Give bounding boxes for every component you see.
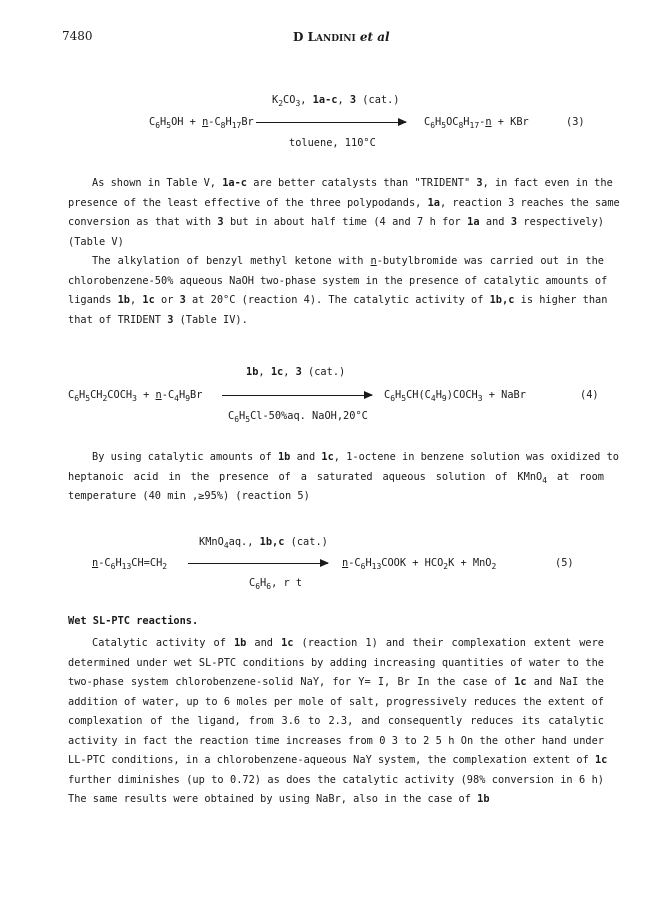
paragraph-1 bbox=[68, 174, 620, 252]
paragraph-line: complexation of the ligand, from 3.6 to 2.3, and consequently reduces its catalytic bbox=[68, 715, 604, 727]
paragraph-line: (Table V) bbox=[68, 235, 124, 248]
paragraph-line: heptanoic acid in the presence of a saturated aqueous solution of KMnO$_4$ at room bbox=[68, 470, 604, 485]
reaction-5-products: $n-C_6H_{13}COOK + HCO_2K + MnO_2$ bbox=[342, 557, 497, 571]
reaction-4-conditions-below: $C_6H_5Cl-50\%aq$. NaOH,20°C bbox=[228, 410, 368, 424]
paragraph-line: By using catalytic amounts of 1b and 1c, 1-octene in benzene solution was oxidized to bbox=[92, 451, 619, 463]
reaction-5-arrow bbox=[188, 563, 328, 564]
reaction-4-products: $C_6H_5CH(C_4H_9)COCH_3$ + NaBr bbox=[384, 389, 526, 403]
reaction-4-number: (4) bbox=[580, 389, 599, 401]
reaction-3-conditions-above: $K_2CO_3$, 1a-c, 3 (cat.) bbox=[272, 94, 400, 108]
paragraph-line: LL-PTC conditions, in a chlorobenzene-aqueous NaY system, the complexation extent of 1c bbox=[68, 754, 608, 766]
reaction-3-arrow bbox=[256, 122, 406, 123]
reaction-4-arrow bbox=[222, 395, 372, 396]
paragraph-line: chlorobenzene-50% aqueous NaOH two-phase system in the presence of catalytic amounts of bbox=[68, 274, 608, 287]
paragraph-line: The alkylation of benzyl methyl ketone with n-butylbromide was carried out in the bbox=[92, 255, 604, 267]
paragraph-4 bbox=[68, 634, 608, 810]
reaction-5-number: (5) bbox=[555, 557, 574, 569]
paragraph-line: presence of the least effective of the three polypodands, 1a, reaction 3 reaches the same bbox=[68, 196, 620, 209]
paragraph-line: Catalytic activity of 1b and 1c (reaction 1) and their complexation extent were bbox=[92, 637, 604, 649]
running-header-authors: D LANDINI et al bbox=[293, 30, 390, 44]
paragraph-line: activity in fact the reaction time increases from 0 3 to 2 5 h On the other hand under bbox=[68, 734, 604, 747]
paragraph-line: determined under wet SL-PTC conditions by adding increasing quantities of water to the bbox=[68, 656, 604, 669]
reaction-5-conditions-below: $C_6H_6$, r t bbox=[249, 577, 303, 591]
reaction-4-reactants: $C_6H_5CH_2COCH_3 + n-C_4H_9Br$ bbox=[68, 389, 203, 403]
reaction-3-conditions-below: toluene, 110°C bbox=[289, 137, 376, 149]
paragraph-line: temperature (40 min ,≥95%) (reaction 5) bbox=[68, 490, 310, 502]
reaction-3-reactants: $C_6H_5OH + n-C_8H_{17}Br$ bbox=[149, 116, 254, 130]
paragraph-line: two-phase system chlorobenzene-solid NaY, for Y= I, Br In the case of 1c and NaI the bbox=[68, 676, 604, 688]
paragraph-line: addition of water, up to 6 moles per mole of salt, progressively reduces the extent of bbox=[68, 695, 604, 708]
page-number: 7480 bbox=[62, 29, 93, 43]
reaction-3-number: (3) bbox=[566, 116, 585, 128]
reaction-4-conditions-above: 1b, 1c, 3 (cat.) bbox=[246, 366, 346, 378]
paragraph-line: further diminishes (up to 0.72) as does the catalytic activity (98% conversion in 6 h) bbox=[68, 773, 604, 786]
paragraph-2 bbox=[68, 252, 608, 330]
paragraph-3 bbox=[68, 448, 619, 507]
reaction-5-conditions-above: KMnO$_4$aq., 1b,c (cat.) bbox=[199, 536, 328, 550]
paragraph-line: that of TRIDENT 3 (Table IV). bbox=[68, 313, 248, 326]
paragraph-line: The same results were obtained by using NaBr, also in the case of 1b bbox=[68, 793, 490, 805]
section-heading: Wet SL-PTC reactions. bbox=[68, 615, 199, 627]
paragraph-line: conversion as that with 3 but in about half time (4 and 7 h for 1a and 3 respectively) bbox=[68, 216, 604, 228]
reaction-3-products: $C_6H_5OC_8H_{17}-n$ + KBr bbox=[424, 116, 529, 130]
reaction-5-reactants: $n-C_6H_{13}CH=CH_2$ bbox=[92, 557, 168, 571]
paragraph-line: ligands 1b, 1c or 3 at 20°C (reaction 4). The catalytic activity of 1b,c is higher than bbox=[68, 294, 608, 306]
paragraph-line: As shown in Table V, 1a-c are better catalysts than "TRIDENT" 3, in fact even in the bbox=[92, 177, 613, 189]
